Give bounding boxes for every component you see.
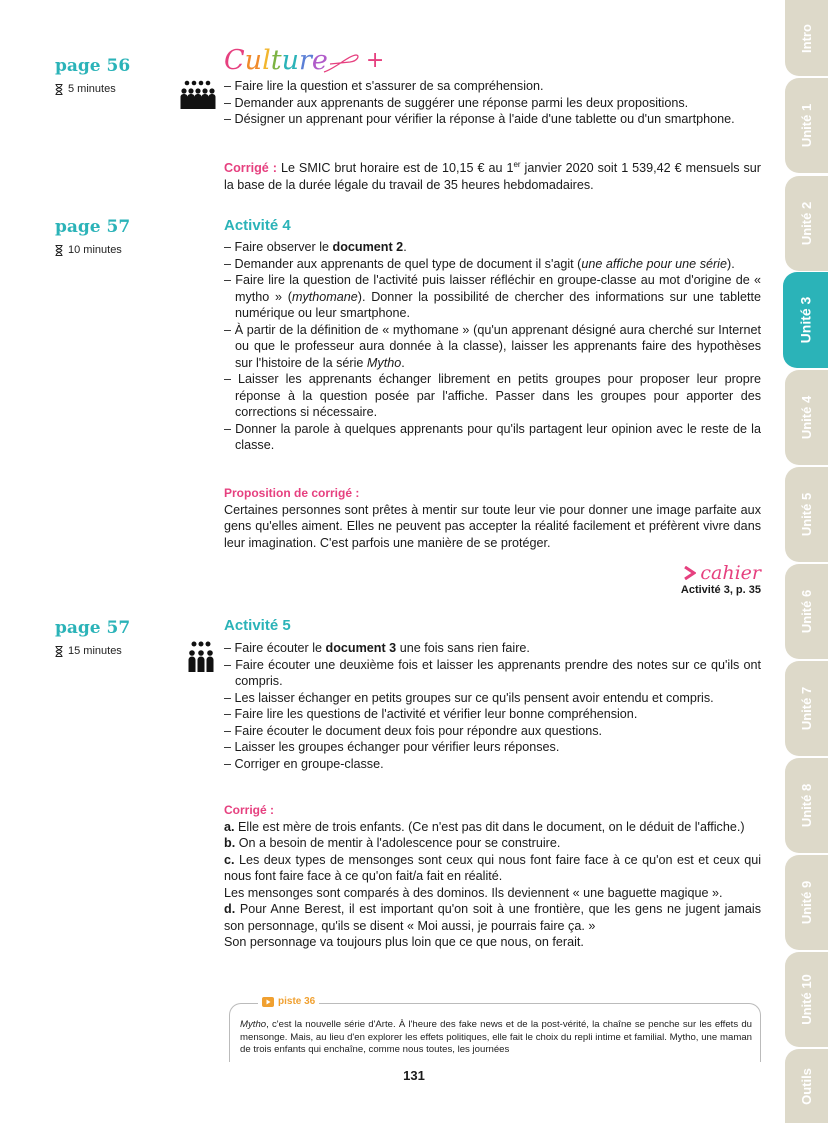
hourglass-icon [55,646,63,657]
answer-text: Les mensonges sont comparés à des dominos. Ils deviennent « une baguette magique ». [224,885,723,900]
section1-instructions [224,78,761,128]
text: – Faire écouter le [224,641,326,655]
text: une fois sans rien faire. [396,641,530,655]
tab-outils[interactable] [785,1049,828,1123]
answer-line [224,819,761,836]
list-item: – Faire écouter une deuxième fois et laisser les apprenants prendre des notes sur ce qu'ils ont compris. [224,657,761,688]
italic-text: une affiche pour une série [581,256,727,271]
tab-unite-7[interactable] [785,661,828,756]
corrige-label: Corrigé : [224,803,275,817]
answer-line [224,901,761,934]
cahier-word: cahier [700,562,761,584]
transcript-text [240,1019,752,1057]
tab-unite-6[interactable] [785,564,828,659]
corrige-sup: er [513,160,521,169]
tab-label: Unité 7 [799,686,814,731]
duration [55,244,122,256]
transcript-box [229,996,761,1062]
corrige-label: Corrigé : [224,161,277,176]
list-item: – Faire écouter le document deux fois pour répondre aux questions. [224,723,603,738]
answer-text: Elle est mère de trois enfants. (Ce n'est pas dit dans le document, on le déduit de l'affiche.) [234,819,745,834]
section1-corrige [224,157,761,193]
proposition-label: Proposition de corrigé : [224,486,360,500]
culture-letter: t [270,44,282,76]
tab-label: Outils [799,1067,814,1105]
italic-text: Mytho [366,355,402,370]
tab-label: Unité 8 [799,783,814,828]
tab-unite-8[interactable] [785,758,828,853]
tab-label: Unité 10 [799,974,815,1025]
cahier-reference [600,562,761,596]
answer-letter: d. [224,902,236,916]
answer-line [224,852,761,885]
text: – Demander aux apprenants de quel type de document il s'agit ( [224,256,582,271]
answer-letter: b. [224,836,236,850]
page-number: 131 [403,1068,425,1083]
activity-heading: Activité 5 [224,617,291,634]
section3-corrige [224,802,761,951]
duration-text: 15 minutes [68,645,122,657]
list-item: – Corriger en groupe-classe. [224,756,384,771]
list-item [224,322,761,372]
cahier-activity: Activité 3, p. 35 [680,584,761,596]
text: ). [727,256,735,271]
culture-letter: l [262,44,271,76]
answer-text: Pour Anne Berest, il est important qu'on soit à une frontière, que les gens ne jugent jamais son personnage, qu'ils se disent « Moi aussi, je pourrais faire ça. » [224,902,761,933]
answer-line [224,885,761,902]
tab-unite-5[interactable] [785,467,828,562]
answer-letter: a. [224,819,235,834]
list-item [224,256,761,273]
small-group-icon [188,641,214,673]
play-icon [262,997,274,1007]
text: . [401,355,405,370]
tab-label: Unité 2 [799,201,814,246]
list-item [224,272,761,322]
tab-label: Unité 9 [799,880,814,925]
document-ref: document 2 [332,240,404,254]
tab-label: Unité 1 [799,103,814,148]
plus-sign: + [365,47,385,73]
section2-instructions [224,239,761,454]
tab-unite-1[interactable] [785,78,828,173]
tab-unite-9[interactable] [785,855,828,950]
list-item: – Demander aux apprenants de suggérer une réponse parmi les deux propositions. [224,95,689,110]
duration-text: 5 minutes [68,83,116,95]
list-item: – Faire lire les questions de l'activité et vérifier leur bonne compréhension. [224,707,638,721]
hourglass-icon [55,245,63,256]
answer-line [224,934,761,951]
group-icon [180,80,216,110]
tab-label: Unité 4 [799,395,814,440]
audio-track-label[interactable] [258,996,319,1007]
section2-proposition [224,485,761,551]
page-reference: page 57 [55,217,131,237]
duration-text: 10 minutes [68,244,122,256]
tab-label: Unité 5 [799,492,814,537]
corrige-text: Le SMIC brut horaire est de 10,15 € au 1 [276,161,514,176]
list-item: – Laisser les groupes échanger pour vérifier leurs réponses. [224,740,560,754]
text: – À partir de la définition de « mythomane » (qu'un apprenant désigné aura cherché sur Internet ou que le professeur aura donnée à la classe), laisser les apprenants faire des hypothèses sur l'histoire de la série [224,322,761,370]
tab-unite-4[interactable] [785,370,828,465]
text: – Faire lire la question de l'activité puis laisser réfléchir en groupe-classe au mot d'origine de « mytho » ( [224,273,761,304]
corrige-text: janvier 2020 soit 1 539,42 € mensuels sur la base de la durée légale du travail de 35 heures hebdomadaires. [224,161,762,192]
culture-letter: e [311,44,328,76]
tab-intro[interactable] [785,0,828,76]
tab-label: Unité 3 [797,296,814,344]
italic-text: mythomane [291,289,358,304]
page-reference: page 57 [55,618,131,638]
track-name: piste 36 [278,996,316,1007]
chevron-right-icon [683,566,696,580]
text: , c'est la nouvelle série d'Arte. À l'heure des fake news et de la post-vérité, la chaîne se penche sur les effets du mensonge. Mais, au lieu d'en explorer les effets politiques, elle fait le choix du repli intime et familial. Mytho, une maman de trois enfants qui enchaîne, comme nous toutes, les journées [240,1019,752,1055]
document-ref: document 3 [325,641,397,655]
tab-label: Intro [798,23,814,53]
proposition-text: Certaines personnes sont prêtes à mentir sur toute leur vie pour donner une image parfaite aux gens qu'elles aiment. Elles ne peuvent pas accepter la réalité facilement et préfèrent vivre dans leur imagination. C'est parfois une manière de se protéger. [224,502,761,550]
culture-plus-title [224,44,384,76]
list-item: – Donner la parole à quelques apprenants pour qu'ils partagent leur opinion avec le reste de la classe. [224,421,761,452]
list-item: – Les laisser échanger en petits groupes sur ce qu'ils pensent avoir entendu et compris. [224,690,714,705]
page-reference: page 56 [55,56,131,76]
culture-letter: u [281,44,299,76]
text: – Faire observer le [224,240,333,254]
duration [55,83,116,95]
list-item: – Désigner un apprenant pour vérifier la réponse à l'aide d'une tablette ou d'un smartphone. [224,112,735,126]
duration [55,645,122,657]
tab-unite-3[interactable] [783,272,828,368]
tab-label: Unité 6 [799,589,814,634]
hourglass-icon [55,84,63,95]
culture-word [224,45,328,76]
list-item [224,239,761,256]
text: . [403,240,407,254]
list-item: – Faire lire la question et s'assurer de sa compréhension. [224,79,544,93]
answer-text: On a besoin de mentir à l'adolescence pour se construire. [235,836,561,850]
activity-heading: Activité 4 [224,217,291,234]
list-item [224,640,761,657]
tab-unite-10[interactable] [785,952,828,1047]
answer-letter: c. [224,852,235,867]
answer-line [224,835,761,852]
text: ). Donner la possibilité de chercher des informations sur une tablette numérique ou leur smartphone. [235,289,761,320]
answer-text: Son personnage va toujours plus loin que ce que nous, on ferait. [224,935,584,949]
tab-unite-2[interactable] [785,176,828,271]
italic-text: Mytho [240,1019,267,1030]
answer-text: Les deux types de mensonges sont ceux qui nous font faire face à ce qu'on est et ceux qui nous font faire face à ce qu'on fait/a fait en réalité. [224,852,761,883]
list-item: – Laisser les apprenants échanger librement en petits groupes pour proposer leur propre réponse à la question posée par l'affiche. Passer dans les groupes pour apporter des corrections si nécessaire. [224,372,761,419]
section3-instructions [224,640,761,772]
culture-letter: r [298,44,312,76]
culture-letter: C [224,44,245,76]
culture-letter: u [244,44,263,76]
